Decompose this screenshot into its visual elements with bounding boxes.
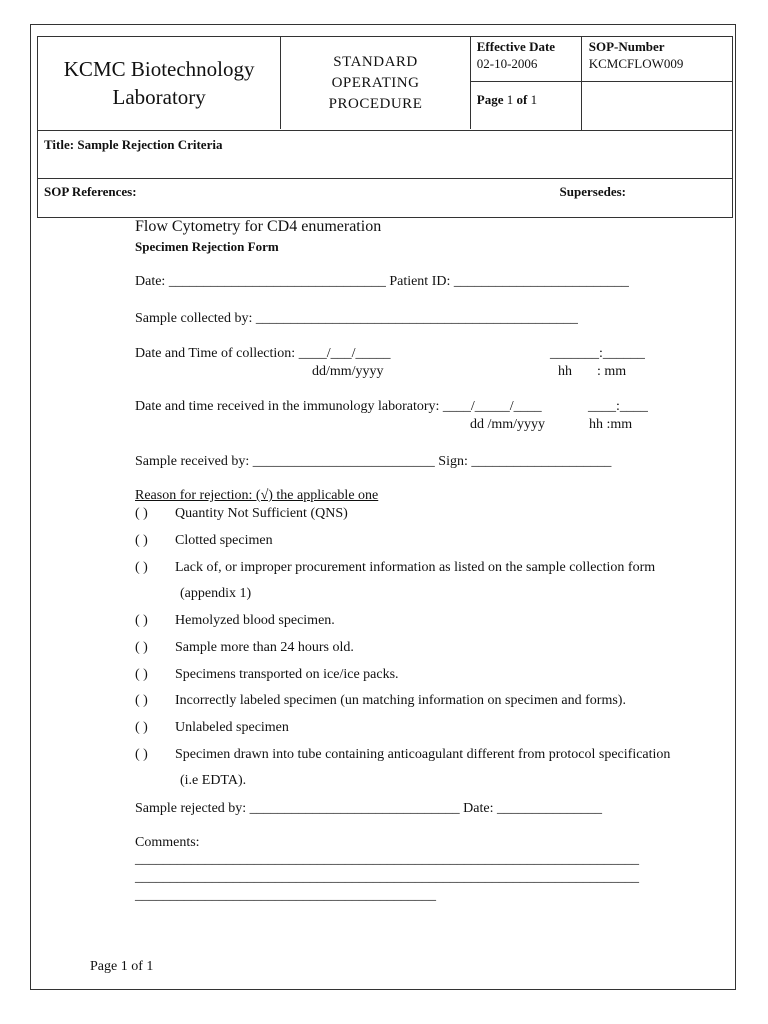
- date-patient-id-field[interactable]: Date: _______________________________ Patient ID: _________________________: [135, 274, 629, 289]
- collection-mm-label: : mm: [597, 364, 627, 379]
- reason-label: Clotted specimen: [175, 533, 273, 548]
- reason-label: Quantity Not Sufficient (QNS): [175, 506, 348, 521]
- reason-checkbox[interactable]: ( ): [135, 667, 148, 682]
- sop-number-value: KCMCFLOW009: [588, 56, 684, 71]
- collection-time-field[interactable]: _______:______: [550, 346, 645, 361]
- sop-line1: STANDARD: [333, 53, 418, 70]
- page-label: Page: [476, 92, 504, 107]
- page-count-cell: [471, 82, 582, 130]
- collection-date-field[interactable]: Date and Time of collection: ____/___/_____: [135, 346, 391, 361]
- received-by-sign-field[interactable]: Sample received by: __________________________ Sign: ____________________: [135, 454, 612, 469]
- reason-checkbox[interactable]: ( ): [135, 720, 148, 735]
- reason-item[interactable]: [135, 640, 354, 656]
- reason-item[interactable]: [135, 720, 289, 736]
- sop-header-table: [37, 36, 733, 218]
- page-num: 1: [506, 92, 514, 107]
- reason-checkbox[interactable]: ( ): [135, 533, 148, 548]
- reason-checkbox[interactable]: ( ): [135, 506, 148, 521]
- page-of: of: [516, 92, 528, 107]
- reason-item[interactable]: [135, 560, 655, 576]
- lab-name: [38, 37, 281, 129]
- collected-by-field[interactable]: Sample collected by: ______________________________________________: [135, 311, 578, 326]
- reason-item[interactable]: [135, 747, 670, 763]
- reason-label: Sample more than 24 hours old.: [175, 640, 354, 655]
- comments-label: Comments:: [135, 835, 200, 850]
- reason-label-continued: (appendix 1): [180, 586, 252, 601]
- collection-hh-label: hh: [558, 364, 572, 379]
- rejected-by-field[interactable]: Sample rejected by: ______________________________ Date: _______________: [135, 801, 602, 816]
- reason-label: Specimens transported on ice/ice packs.: [175, 667, 399, 682]
- comment-line[interactable]: ________________________________________________________________________: [135, 870, 639, 885]
- form-subheading: Specimen Rejection Form: [135, 239, 279, 254]
- form-heading: Flow Cytometry for CD4 enumeration: [135, 218, 382, 235]
- sop-title: Title: Sample Rejection Criteria: [44, 137, 223, 152]
- reason-item[interactable]: [135, 533, 273, 549]
- page-total: 1: [530, 92, 538, 107]
- reason-label-continued: (i.e EDTA).: [180, 773, 247, 788]
- supersedes-label: Supersedes:: [559, 184, 626, 199]
- reason-checkbox[interactable]: ( ): [135, 640, 148, 655]
- header-meta-top: [471, 37, 732, 82]
- effective-date-cell: [471, 37, 582, 81]
- effective-date-label: Effective Date: [476, 39, 556, 54]
- reason-item[interactable]: [135, 613, 335, 629]
- reason-checkbox[interactable]: ( ): [135, 613, 148, 628]
- sop-number-label: SOP-Number: [588, 39, 665, 54]
- received-date-field[interactable]: Date and time received in the immunology laboratory: ____/_____/____: [135, 399, 542, 414]
- reason-checkbox[interactable]: ( ): [135, 693, 148, 708]
- sop-line2: OPERATING: [331, 74, 420, 91]
- reason-label: Hemolyzed blood specimen.: [175, 613, 335, 628]
- comment-line[interactable]: ________________________________________________________________________: [135, 852, 639, 867]
- reason-label: Lack of, or improper procurement information as listed on the sample collection form: [175, 560, 656, 575]
- reason-item[interactable]: [135, 693, 626, 709]
- reason-item[interactable]: [135, 506, 348, 522]
- sop-number-cell: [582, 37, 732, 81]
- title-row: [38, 131, 732, 179]
- footer-page-number: Page 1 of 1: [90, 959, 154, 974]
- effective-date-value: 02-10-2006: [476, 56, 538, 71]
- reason-checkbox[interactable]: ( ): [135, 747, 148, 762]
- sop-references-label: SOP References:: [44, 184, 137, 199]
- blank-cell: [582, 82, 732, 130]
- lab-name-line1: KCMC Biotechnology: [63, 57, 255, 81]
- collection-date-format: dd/mm/yyyy: [312, 364, 384, 379]
- reason-checkbox[interactable]: ( ): [135, 560, 148, 575]
- comment-line[interactable]: ___________________________________________: [135, 888, 436, 903]
- received-time-field[interactable]: ____:____: [588, 399, 648, 414]
- reason-item[interactable]: [135, 667, 399, 683]
- reason-heading: Reason for rejection: (√) the applicable one: [135, 488, 379, 503]
- header-top-row: [38, 37, 732, 131]
- header-meta-bottom: [471, 82, 732, 130]
- sop-label: [281, 37, 470, 129]
- reason-label: Unlabeled specimen: [175, 720, 289, 735]
- lab-name-line2: Laboratory: [112, 85, 206, 109]
- header-meta: [471, 37, 732, 130]
- references-row: [38, 179, 732, 217]
- reason-label: Specimen drawn into tube containing anticoagulant different from protocol specification: [175, 747, 671, 762]
- received-hhmm-label: hh :mm: [589, 417, 633, 432]
- received-date-format: dd /mm/yyyy: [470, 417, 546, 432]
- sop-line3: PROCEDURE: [328, 95, 423, 112]
- reason-label: Incorrectly labeled specimen (un matching information on specimen and forms).: [175, 693, 626, 708]
